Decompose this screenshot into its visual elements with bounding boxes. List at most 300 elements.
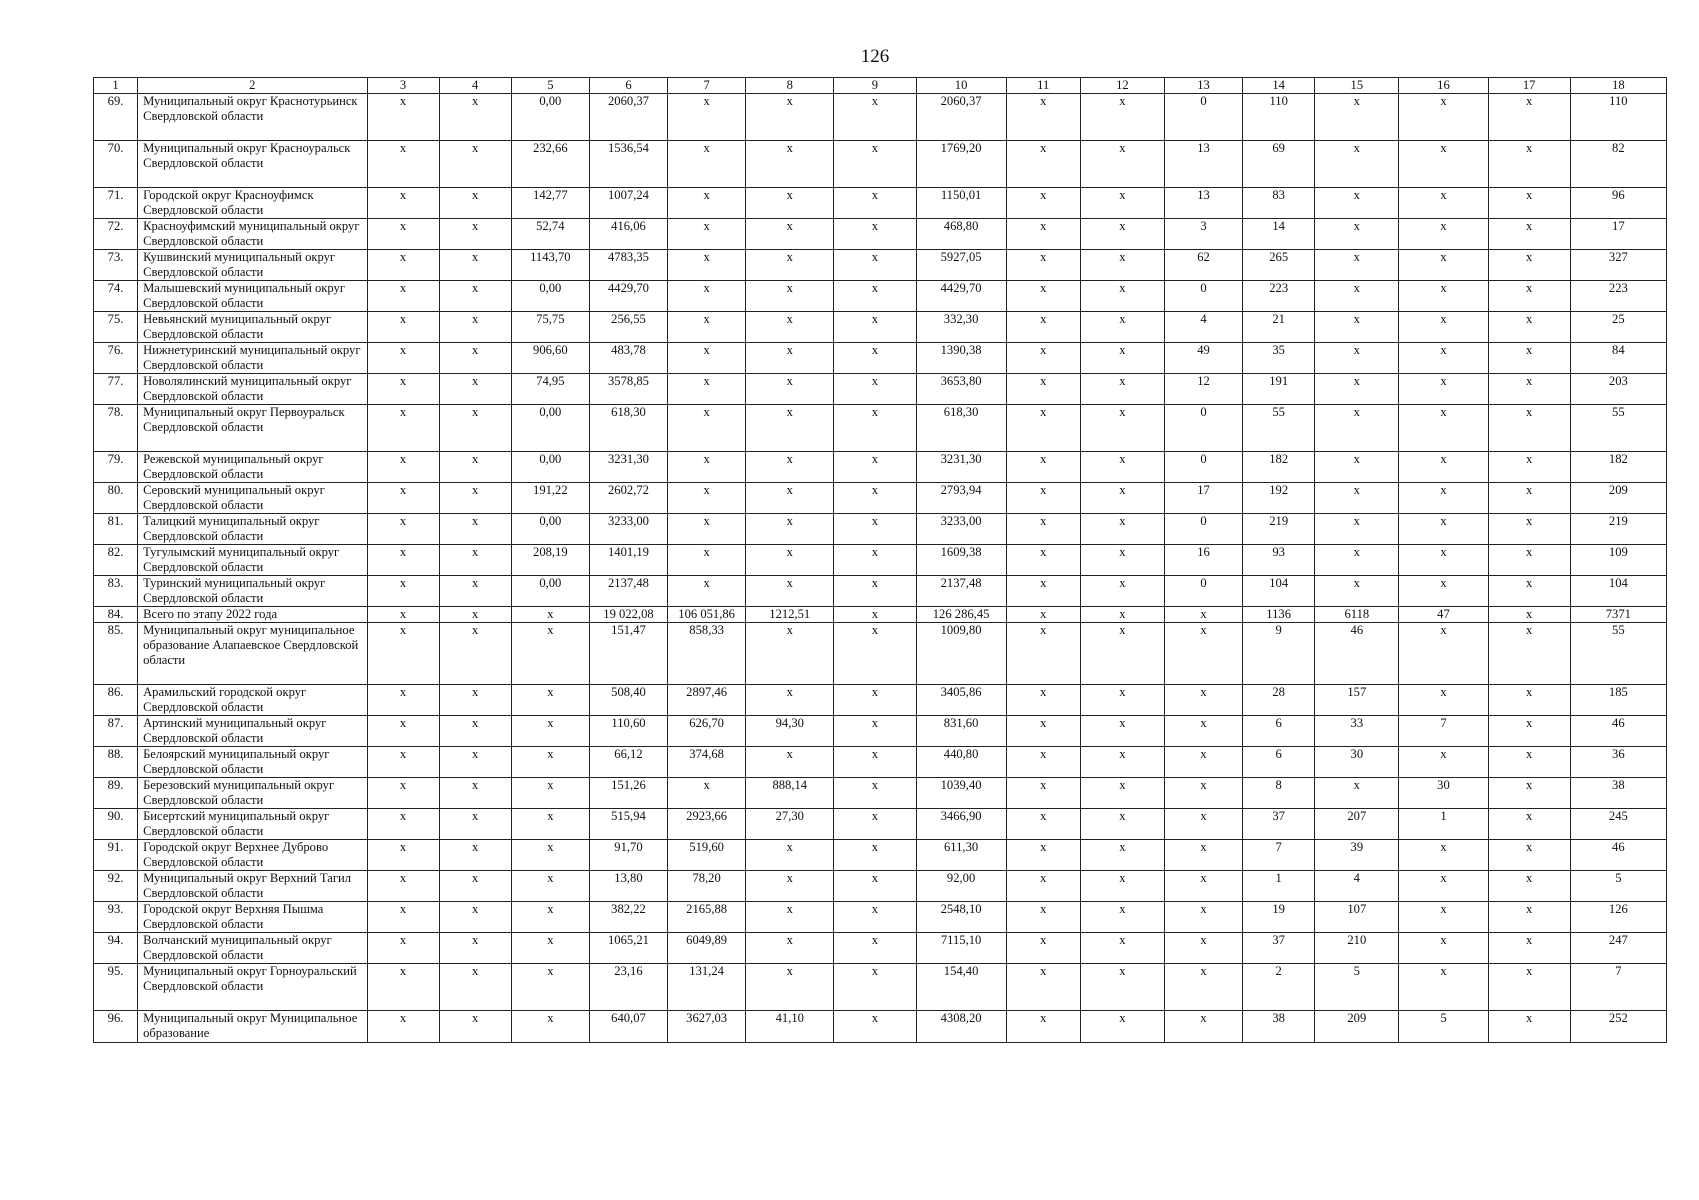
cell-col-10: 611,30 [916,840,1006,871]
cell-col-3: х [367,623,439,685]
cell-col-6: 3231,30 [589,452,667,483]
cell-col-10: 440,80 [916,747,1006,778]
cell-col-7: х [668,219,746,250]
cell-col-7: 6049,89 [668,933,746,964]
cell-col-12: х [1080,747,1164,778]
cell-col-4: х [439,343,511,374]
cell-col-8: х [746,685,834,716]
cell-col-7: х [668,312,746,343]
cell-col-10: 1150,01 [916,188,1006,219]
cell-col-14: 223 [1243,281,1315,312]
cell-col-11: х [1006,545,1080,576]
cell-col-6: 66,12 [589,747,667,778]
cell-col-14: 37 [1243,809,1315,840]
cell-col-9: х [834,809,916,840]
header-cell-14: 14 [1243,78,1315,94]
cell-col-17: х [1488,452,1570,483]
cell-col-5: х [511,716,589,747]
cell-col-3: х [367,964,439,1011]
row-number: 73. [94,250,138,281]
header-cell-10: 10 [916,78,1006,94]
cell-col-5: 142,77 [511,188,589,219]
row-number: 78. [94,405,138,452]
cell-col-9: х [834,747,916,778]
cell-col-17: х [1488,219,1570,250]
cell-col-16: х [1399,312,1488,343]
row-number: 70. [94,141,138,188]
cell-col-6: 618,30 [589,405,667,452]
cell-col-6: 151,26 [589,778,667,809]
cell-col-8: 1212,51 [746,607,834,623]
cell-col-8: х [746,452,834,483]
cell-col-15: 5 [1315,964,1399,1011]
cell-col-15: 207 [1315,809,1399,840]
row-number: 86. [94,685,138,716]
cell-col-12: х [1080,374,1164,405]
cell-col-15: 107 [1315,902,1399,933]
cell-col-8: х [746,312,834,343]
cell-col-15: х [1315,778,1399,809]
cell-col-6: 508,40 [589,685,667,716]
cell-col-12: х [1080,778,1164,809]
cell-col-10: 126 286,45 [916,607,1006,623]
cell-col-15: 6118 [1315,607,1399,623]
cell-col-13: 3 [1164,219,1242,250]
table-row [94,250,1667,281]
cell-col-13: 0 [1164,281,1242,312]
cell-col-10: 7115,10 [916,933,1006,964]
cell-col-16: х [1399,250,1488,281]
cell-col-18: 185 [1570,685,1666,716]
cell-col-8: х [746,933,834,964]
cell-col-3: х [367,281,439,312]
municipality-name: Серовский муниципальный округ Свердловской области [138,483,367,514]
cell-col-4: х [439,809,511,840]
cell-col-5: х [511,747,589,778]
municipality-name: Березовский муниципальный округ Свердловской области [138,778,367,809]
cell-col-8: х [746,747,834,778]
cell-col-3: х [367,343,439,374]
cell-col-18: 7 [1570,964,1666,1011]
cell-col-14: 93 [1243,545,1315,576]
cell-col-5: 0,00 [511,405,589,452]
municipality-name: Муниципальный округ Краснотурьинск Свердловской области [138,94,367,141]
row-number: 79. [94,452,138,483]
header-cell-18: 18 [1570,78,1666,94]
cell-col-13: х [1164,902,1242,933]
cell-col-11: х [1006,343,1080,374]
table-row [94,623,1667,685]
table-row [94,871,1667,902]
cell-col-16: х [1399,405,1488,452]
cell-col-7: 106 051,86 [668,607,746,623]
cell-col-6: 1065,21 [589,933,667,964]
cell-col-9: х [834,545,916,576]
cell-col-11: х [1006,623,1080,685]
cell-col-11: х [1006,902,1080,933]
cell-col-13: х [1164,778,1242,809]
row-number: 82. [94,545,138,576]
cell-col-4: х [439,607,511,623]
cell-col-7: 374,68 [668,747,746,778]
cell-col-16: х [1399,747,1488,778]
cell-col-16: х [1399,871,1488,902]
row-number: 77. [94,374,138,405]
cell-col-3: х [367,514,439,545]
header-cell-5: 5 [511,78,589,94]
header-cell-9: 9 [834,78,916,94]
cell-col-17: х [1488,141,1570,188]
cell-col-9: х [834,778,916,809]
cell-col-10: 154,40 [916,964,1006,1011]
cell-col-12: х [1080,685,1164,716]
municipality-name: Режевской муниципальный округ Свердловской области [138,452,367,483]
cell-col-10: 2137,48 [916,576,1006,607]
municipality-name: Муниципальный округ Муниципальное образование [138,1011,367,1043]
cell-col-11: х [1006,1011,1080,1043]
cell-col-9: х [834,716,916,747]
cell-col-12: х [1080,281,1164,312]
cell-col-9: х [834,964,916,1011]
cell-col-16: х [1399,933,1488,964]
cell-col-5: 0,00 [511,452,589,483]
cell-col-8: х [746,141,834,188]
cell-col-14: 104 [1243,576,1315,607]
cell-col-16: 1 [1399,809,1488,840]
cell-col-13: 0 [1164,94,1242,141]
cell-col-15: х [1315,483,1399,514]
cell-col-17: х [1488,250,1570,281]
table-row [94,141,1667,188]
cell-col-9: х [834,483,916,514]
cell-col-10: 3405,86 [916,685,1006,716]
cell-col-11: х [1006,685,1080,716]
cell-col-6: 256,55 [589,312,667,343]
table-row [94,809,1667,840]
cell-col-10: 4308,20 [916,1011,1006,1043]
cell-col-11: х [1006,312,1080,343]
cell-col-15: х [1315,374,1399,405]
cell-col-18: 82 [1570,141,1666,188]
table-row [94,188,1667,219]
municipality-name: Тугулымский муниципальный округ Свердловской области [138,545,367,576]
municipality-name: Туринский муниципальный округ Свердловской области [138,576,367,607]
cell-col-13: 12 [1164,374,1242,405]
cell-col-18: 7371 [1570,607,1666,623]
cell-col-14: 83 [1243,188,1315,219]
table-row [94,514,1667,545]
cell-col-16: х [1399,840,1488,871]
cell-col-18: 46 [1570,716,1666,747]
cell-col-11: х [1006,250,1080,281]
municipality-name: Артинский муниципальный округ Свердловской области [138,716,367,747]
cell-col-8: 41,10 [746,1011,834,1043]
table-header [94,78,1667,94]
cell-col-6: 19 022,08 [589,607,667,623]
cell-col-7: х [668,374,746,405]
cell-col-11: х [1006,374,1080,405]
cell-col-7: х [668,405,746,452]
cell-col-10: 3466,90 [916,809,1006,840]
cell-col-10: 1390,38 [916,343,1006,374]
cell-col-14: 55 [1243,405,1315,452]
table-row [94,685,1667,716]
cell-col-4: х [439,281,511,312]
cell-col-12: х [1080,405,1164,452]
cell-col-15: х [1315,405,1399,452]
cell-col-18: 46 [1570,840,1666,871]
header-cell-1: 1 [94,78,138,94]
cell-col-14: 21 [1243,312,1315,343]
cell-col-7: 2897,46 [668,685,746,716]
cell-col-3: х [367,902,439,933]
cell-col-3: х [367,545,439,576]
cell-col-13: х [1164,840,1242,871]
table-row [94,964,1667,1011]
cell-col-15: х [1315,219,1399,250]
cell-col-11: х [1006,94,1080,141]
cell-col-8: х [746,343,834,374]
cell-col-9: х [834,871,916,902]
row-number: 89. [94,778,138,809]
cell-col-5: х [511,933,589,964]
cell-col-11: х [1006,188,1080,219]
cell-col-8: х [746,281,834,312]
cell-col-7: х [668,514,746,545]
cell-col-15: х [1315,343,1399,374]
cell-col-17: х [1488,840,1570,871]
cell-col-18: 110 [1570,94,1666,141]
cell-col-3: х [367,933,439,964]
cell-col-14: 265 [1243,250,1315,281]
cell-col-14: 6 [1243,716,1315,747]
cell-col-13: 0 [1164,576,1242,607]
cell-col-16: х [1399,685,1488,716]
cell-col-4: х [439,188,511,219]
cell-col-11: х [1006,281,1080,312]
cell-col-18: 38 [1570,778,1666,809]
cell-col-14: 1 [1243,871,1315,902]
cell-col-5: 0,00 [511,281,589,312]
cell-col-4: х [439,685,511,716]
cell-col-18: 96 [1570,188,1666,219]
cell-col-3: х [367,452,439,483]
cell-col-4: х [439,933,511,964]
table-row [94,312,1667,343]
cell-col-17: х [1488,576,1570,607]
row-number: 91. [94,840,138,871]
cell-col-8: х [746,483,834,514]
cell-col-10: 4429,70 [916,281,1006,312]
cell-col-8: х [746,94,834,141]
cell-col-18: 109 [1570,545,1666,576]
cell-col-8: х [746,623,834,685]
cell-col-7: 858,33 [668,623,746,685]
cell-col-5: х [511,871,589,902]
cell-col-16: х [1399,452,1488,483]
cell-col-12: х [1080,452,1164,483]
cell-col-7: 78,20 [668,871,746,902]
cell-col-4: х [439,623,511,685]
cell-col-6: 382,22 [589,902,667,933]
cell-col-10: 92,00 [916,871,1006,902]
row-number: 71. [94,188,138,219]
row-number: 74. [94,281,138,312]
cell-col-13: 62 [1164,250,1242,281]
cell-col-11: х [1006,778,1080,809]
cell-col-4: х [439,716,511,747]
cell-col-7: 2165,88 [668,902,746,933]
row-number: 87. [94,716,138,747]
cell-col-4: х [439,514,511,545]
cell-col-6: 1007,24 [589,188,667,219]
cell-col-6: 4429,70 [589,281,667,312]
cell-col-6: 91,70 [589,840,667,871]
cell-col-18: 327 [1570,250,1666,281]
cell-col-4: х [439,576,511,607]
header-cell-7: 7 [668,78,746,94]
cell-col-3: х [367,1011,439,1043]
cell-col-18: 36 [1570,747,1666,778]
cell-col-10: 5927,05 [916,250,1006,281]
cell-col-14: 191 [1243,374,1315,405]
cell-col-14: 219 [1243,514,1315,545]
cell-col-13: 4 [1164,312,1242,343]
cell-col-17: х [1488,1011,1570,1043]
cell-col-7: 519,60 [668,840,746,871]
cell-col-18: 203 [1570,374,1666,405]
cell-col-3: х [367,312,439,343]
cell-col-12: х [1080,716,1164,747]
cell-col-8: х [746,871,834,902]
cell-col-8: х [746,964,834,1011]
row-number: 69. [94,94,138,141]
municipality-name: Талицкий муниципальный округ Свердловской области [138,514,367,545]
table-row [94,576,1667,607]
cell-col-13: 17 [1164,483,1242,514]
cell-col-14: 182 [1243,452,1315,483]
cell-col-14: 8 [1243,778,1315,809]
cell-col-12: х [1080,607,1164,623]
cell-col-10: 332,30 [916,312,1006,343]
cell-col-3: х [367,219,439,250]
cell-col-9: х [834,141,916,188]
cell-col-10: 1039,40 [916,778,1006,809]
municipality-name: Белоярский муниципальный округ Свердловской области [138,747,367,778]
table-row [94,607,1667,623]
cell-col-12: х [1080,250,1164,281]
cell-col-3: х [367,141,439,188]
municipality-name: Волчанский муниципальный округ Свердловской области [138,933,367,964]
row-number: 81. [94,514,138,545]
cell-col-6: 13,80 [589,871,667,902]
table-row [94,1011,1667,1043]
page-number: 126 [860,46,890,67]
cell-col-17: х [1488,545,1570,576]
cell-col-14: 37 [1243,933,1315,964]
row-number: 75. [94,312,138,343]
cell-col-15: х [1315,312,1399,343]
cell-col-5: х [511,607,589,623]
cell-col-13: 49 [1164,343,1242,374]
municipality-name: Муниципальный округ Верхний Тагил Свердловской области [138,871,367,902]
municipality-name: Арамильский городской округ Свердловской области [138,685,367,716]
cell-col-13: х [1164,747,1242,778]
cell-col-7: х [668,483,746,514]
cell-col-9: х [834,281,916,312]
row-number: 83. [94,576,138,607]
cell-col-16: 30 [1399,778,1488,809]
cell-col-12: х [1080,840,1164,871]
cell-col-3: х [367,94,439,141]
cell-col-16: х [1399,902,1488,933]
cell-col-9: х [834,933,916,964]
municipality-name: Городской округ Верхняя Пышма Свердловской области [138,902,367,933]
cell-col-11: х [1006,452,1080,483]
cell-col-5: 74,95 [511,374,589,405]
cell-col-12: х [1080,514,1164,545]
cell-col-16: х [1399,188,1488,219]
cell-col-16: х [1399,964,1488,1011]
cell-col-9: х [834,452,916,483]
municipality-name: Новолялинский муниципальный округ Свердловской области [138,374,367,405]
cell-col-14: 1136 [1243,607,1315,623]
cell-col-15: 30 [1315,747,1399,778]
cell-col-8: х [746,902,834,933]
cell-col-15: 46 [1315,623,1399,685]
cell-col-18: 209 [1570,483,1666,514]
table-row [94,778,1667,809]
cell-col-5: х [511,902,589,933]
cell-col-9: х [834,607,916,623]
cell-col-4: х [439,1011,511,1043]
cell-col-12: х [1080,964,1164,1011]
cell-col-5: х [511,685,589,716]
cell-col-9: х [834,902,916,933]
row-number: 96. [94,1011,138,1043]
cell-col-14: 14 [1243,219,1315,250]
cell-col-15: 33 [1315,716,1399,747]
cell-col-12: х [1080,188,1164,219]
cell-col-13: х [1164,933,1242,964]
cell-col-10: 1769,20 [916,141,1006,188]
municipality-name: Нижнетуринский муниципальный округ Свердловской области [138,343,367,374]
cell-col-17: х [1488,716,1570,747]
header-cell-13: 13 [1164,78,1242,94]
cell-col-10: 1609,38 [916,545,1006,576]
cell-col-5: 191,22 [511,483,589,514]
municipality-name: Бисертский муниципальный округ Свердловской области [138,809,367,840]
municipality-name: Муниципальный округ Горноуральский Свердловской области [138,964,367,1011]
cell-col-5: х [511,778,589,809]
cell-col-12: х [1080,483,1164,514]
cell-col-17: х [1488,809,1570,840]
cell-col-11: х [1006,840,1080,871]
row-number: 72. [94,219,138,250]
cell-col-13: 13 [1164,188,1242,219]
cell-col-5: х [511,964,589,1011]
cell-col-9: х [834,219,916,250]
cell-col-10: 3233,00 [916,514,1006,545]
cell-col-7: х [668,343,746,374]
row-number: 85. [94,623,138,685]
cell-col-15: 39 [1315,840,1399,871]
cell-col-16: 7 [1399,716,1488,747]
cell-col-11: х [1006,405,1080,452]
municipality-name: Муниципальный округ Красноуральск Свердловской области [138,141,367,188]
cell-col-10: 2060,37 [916,94,1006,141]
cell-col-10: 468,80 [916,219,1006,250]
